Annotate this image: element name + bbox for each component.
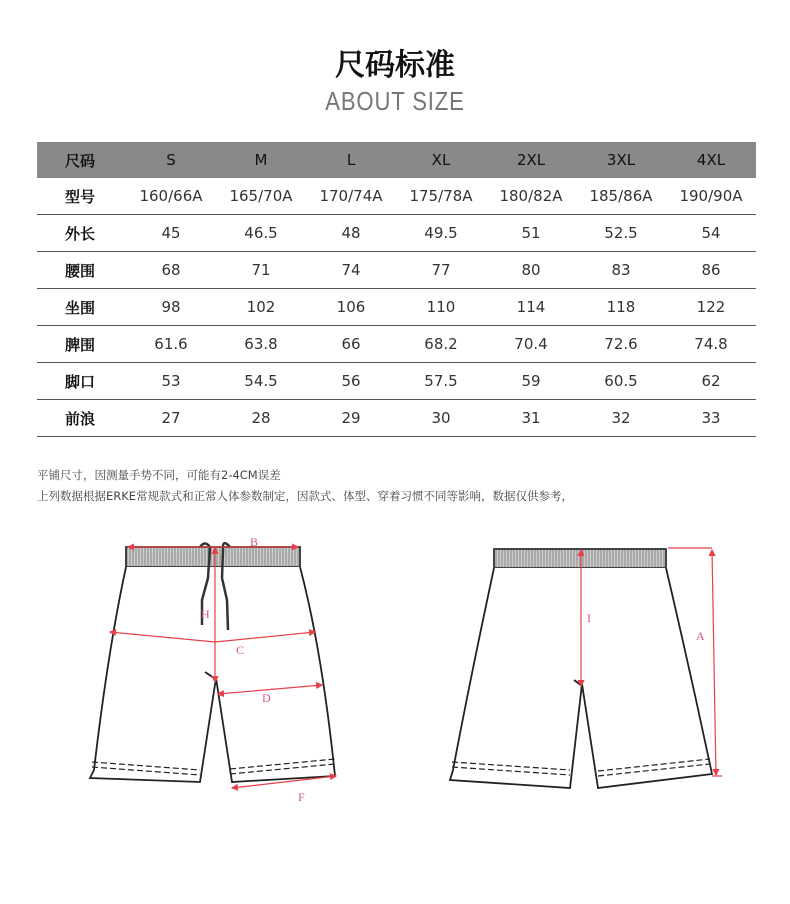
- table-cell: 102: [216, 289, 306, 326]
- front-shorts-drawing: [90, 543, 335, 782]
- label-F: F: [298, 790, 305, 804]
- table-cell: 72.6: [576, 326, 666, 363]
- table-cell: 86: [666, 252, 756, 289]
- table-cell: 175/78A: [396, 178, 486, 215]
- row-label-header: 尺码: [37, 142, 126, 178]
- label-D: D: [262, 691, 271, 705]
- note-line: 上列数据根据ERKE常规款式和正常人体参数制定，因款式、体型、穿着习惯不同等影响，数据仅供参考，: [37, 489, 574, 503]
- measurement-diagram: [0, 530, 790, 830]
- table-cell: 165/70A: [216, 178, 306, 215]
- row-label: 脚口: [37, 363, 126, 400]
- table-cell: 30: [396, 400, 486, 437]
- table-row: [37, 215, 756, 252]
- label-B: B: [250, 535, 259, 549]
- table-row: [37, 326, 756, 363]
- table-cell: 57.5: [396, 363, 486, 400]
- label-H: H: [201, 607, 210, 621]
- table-header: [37, 142, 756, 178]
- table-cell: 98: [126, 289, 216, 326]
- page-title: 尺码标准: [335, 48, 455, 83]
- table-cell: 61.6: [126, 326, 216, 363]
- note-line: 平铺尺寸，因测量手势不同，可能有2-4CM误差: [37, 468, 281, 482]
- table-cell: 190/90A: [666, 178, 756, 215]
- row-label: 型号: [37, 178, 126, 215]
- row-label: 外长: [37, 215, 126, 252]
- table-cell: 32: [576, 400, 666, 437]
- table-cell: 70.4: [486, 326, 576, 363]
- table-cell: 54: [666, 215, 756, 252]
- table-cell: 60.5: [576, 363, 666, 400]
- table-cell: 46.5: [216, 215, 306, 252]
- table-cell: 74.8: [666, 326, 756, 363]
- table-cell: 59: [486, 363, 576, 400]
- row-label: 腰围: [37, 252, 126, 289]
- table-cell: 83: [576, 252, 666, 289]
- table-cell: 48: [306, 215, 396, 252]
- size-column-header: S: [126, 142, 216, 178]
- table-row: [37, 363, 756, 400]
- table-cell: 63.8: [216, 326, 306, 363]
- table-cell: 29: [306, 400, 396, 437]
- table-row: [37, 178, 756, 215]
- size-column-header: XL: [396, 142, 486, 178]
- table-cell: 56: [306, 363, 396, 400]
- size-table: [37, 142, 756, 437]
- table-cell: 118: [576, 289, 666, 326]
- row-label: 脾围: [37, 326, 126, 363]
- size-column-header: 2XL: [486, 142, 576, 178]
- table-cell: 114: [486, 289, 576, 326]
- size-column-header: 3XL: [576, 142, 666, 178]
- table-cell: 66: [306, 326, 396, 363]
- table-cell: 54.5: [216, 363, 306, 400]
- size-column-header: 4XL: [666, 142, 756, 178]
- row-label: 前浪: [37, 400, 126, 437]
- table-cell: 74: [306, 252, 396, 289]
- table-cell: 49.5: [396, 215, 486, 252]
- table-cell: 160/66A: [126, 178, 216, 215]
- label-A: A: [696, 629, 705, 643]
- table-row: [37, 252, 756, 289]
- table-cell: 45: [126, 215, 216, 252]
- table-row: [37, 400, 756, 437]
- label-I: I: [587, 611, 591, 625]
- table-cell: 71: [216, 252, 306, 289]
- table-cell: 170/74A: [306, 178, 396, 215]
- row-label: 坐围: [37, 289, 126, 326]
- table-cell: 106: [306, 289, 396, 326]
- table-cell: 185/86A: [576, 178, 666, 215]
- size-column-header: L: [306, 142, 396, 178]
- label-C: C: [236, 643, 245, 657]
- table-cell: 77: [396, 252, 486, 289]
- notes: [37, 465, 573, 507]
- table-cell: 80: [486, 252, 576, 289]
- table-cell: 62: [666, 363, 756, 400]
- table-cell: 122: [666, 289, 756, 326]
- table-cell: 52.5: [576, 215, 666, 252]
- table-cell: 28: [216, 400, 306, 437]
- table-cell: 53: [126, 363, 216, 400]
- table-cell: 68.2: [396, 326, 486, 363]
- table-cell: 27: [126, 400, 216, 437]
- table-cell: 110: [396, 289, 486, 326]
- table-cell: 180/82A: [486, 178, 576, 215]
- page-subtitle: ABOUT SIZE: [325, 86, 465, 116]
- size-column-header: M: [216, 142, 306, 178]
- table-cell: 33: [666, 400, 756, 437]
- table-row: [37, 289, 756, 326]
- table-cell: 51: [486, 215, 576, 252]
- table-cell: 68: [126, 252, 216, 289]
- table-cell: 31: [486, 400, 576, 437]
